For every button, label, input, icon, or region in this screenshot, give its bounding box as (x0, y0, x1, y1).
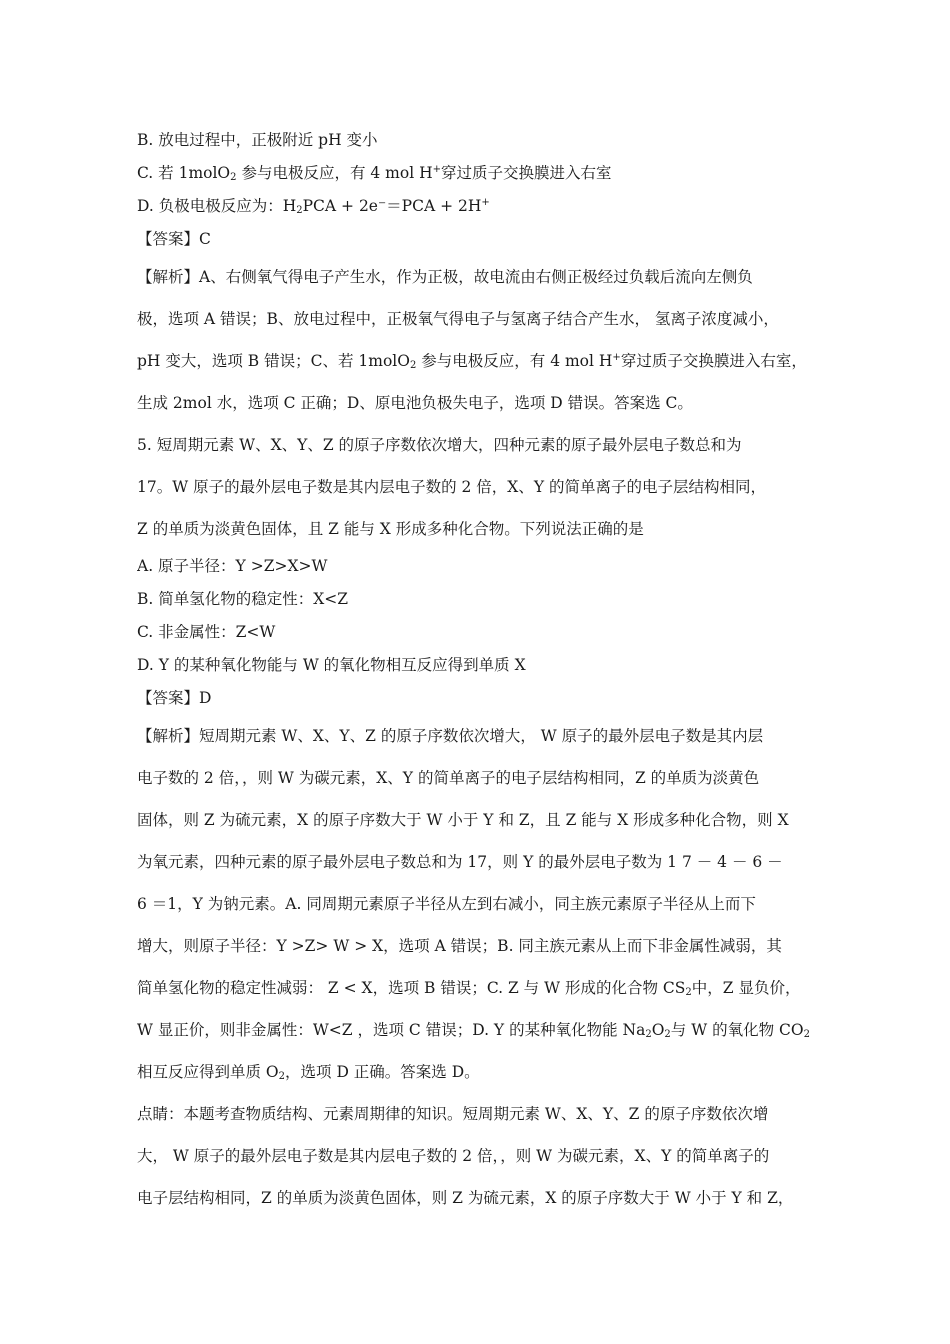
q5-answer: 【答案】D (137, 689, 212, 707)
q5-option-b: B. 简单氢化物的稳定性：X<Z (137, 590, 349, 608)
q4-option-d: D. 负极电极反应为：$H_2PCA + 2e^-=PCA + 2H^+$ (137, 197, 490, 216)
q4-analysis-line-1: 【解析】A、右侧氧气得电子产生水，作为正极，故电流由右侧正极经过负载后流向左侧负 (137, 268, 753, 286)
q5-analysis-line-4: 为氧元素，四种元素的原子最外层电子数总和为 17，则 Y 的最外层电子数为 1 7 － 4 － 6 － (137, 853, 783, 871)
q5-option-d: D. Y 的某种氧化物能与 W 的氧化物相互反应得到单质 X (137, 656, 526, 674)
q5-stem-line-1: 5. 短周期元素 W、X、Y、Z 的原子序数依次增大，四种元素的原子最外层电子数总和为 (137, 436, 742, 454)
q5-analysis-line-1: 【解析】短周期元素 W、X、Y、Z 的原子序数依次增大， W 原子的最外层电子数是其内层 (137, 727, 764, 745)
q5-stem-line-2: 17。W 原子的最外层电子数是其内层电子数的 2 倍，X、Y 的简单离子的电子层结构相同， (137, 478, 766, 496)
q5-analysis-line-2: 电子数的 2 倍，，则 W 为碳元素，X、Y 的简单离子的电子层结构相同，Z 的单质为淡黄色 (137, 769, 760, 787)
q5-analysis-line-8: W 显正价，则非金属性：W<Z ，选项 C 错误；D. Y 的某种氧化物能 $Na_2O_2$与 W 的氧化物 $CO_2$ (137, 1021, 810, 1040)
q5-comment-line-3: 电子层结构相同，Z 的单质为淡黄色固体，则 Z 为硫元素，X 的原子序数大于 W 小于 Y 和 Z， (137, 1189, 794, 1207)
q4-analysis-line-4: 生成 2mol 水，选项 C 正确；D、原电池负极失电子，选项 D 错误。答案选 C。 (137, 394, 693, 412)
q5-analysis-line-9: 相互反应得到单质 $O_2$，选项 D 正确。答案选 D。 (137, 1063, 480, 1082)
q5-comment-line-2: 大， W 原子的最外层电子数是其内层电子数的 2 倍，，则 W 为碳元素，X、Y 的简单离子的 (137, 1147, 770, 1165)
text-column (137, 124, 817, 1219)
q5-analysis-line-5: 6 ＝1，Y 为钠元素。A. 同周期元素原子半径从左到右减小，同主族元素原子半径从上而下 (137, 895, 756, 913)
q5-analysis-line-3: 固体，则 Z 为硫元素，X 的原子序数大于 W 小于 Y 和 Z，且 Z 能与 X 形成多种化合物，则 X (137, 811, 789, 829)
q5-option-a: A. 原子半径：Y >Z>X>W (137, 557, 328, 575)
q4-option-c: C. 若 1molO$_2$ 参与电极反应，有 4 mol H+穿过质子交换膜进入右室 (137, 164, 612, 183)
q5-option-c: C. 非金属性：Z<W (137, 623, 276, 641)
q4-analysis-line-2: 极，选项 A 错误；B、放电过程中，正极氧气得电子与氢离子结合产生水， 氢离子浓度减小， (137, 310, 779, 328)
q4-option-b: B. 放电过程中，正极附近 pH 变小 (137, 131, 378, 149)
q4-analysis-line-3: pH 变大，选项 B 错误；C、若 1molO$_2$ 参与电极反应，有 4 mol H+穿过质子交换膜进入右室， (137, 352, 807, 371)
q5-comment-line-1: 点睛：本题考查物质结构、元素周期律的知识。短周期元素 W、X、Y、Z 的原子序数依次增 (137, 1105, 769, 1123)
q4-answer: 【答案】C (137, 230, 211, 248)
q5-stem-line-3: Z 的单质为淡黄色固体，且 Z 能与 X 形成多种化合物。下列说法正确的是 (137, 520, 644, 538)
q5-analysis-line-7: 简单氢化物的稳定性减弱： Z < X，选项 B 错误；C. Z 与 W 形成的化合物 $CS_2$中，Z 显负价， (137, 979, 801, 998)
q5-analysis-line-6: 增大，则原子半径：Y >Z> W > X，选项 A 错误；B. 同主族元素从上而下非金属性减弱，其 (137, 937, 782, 955)
